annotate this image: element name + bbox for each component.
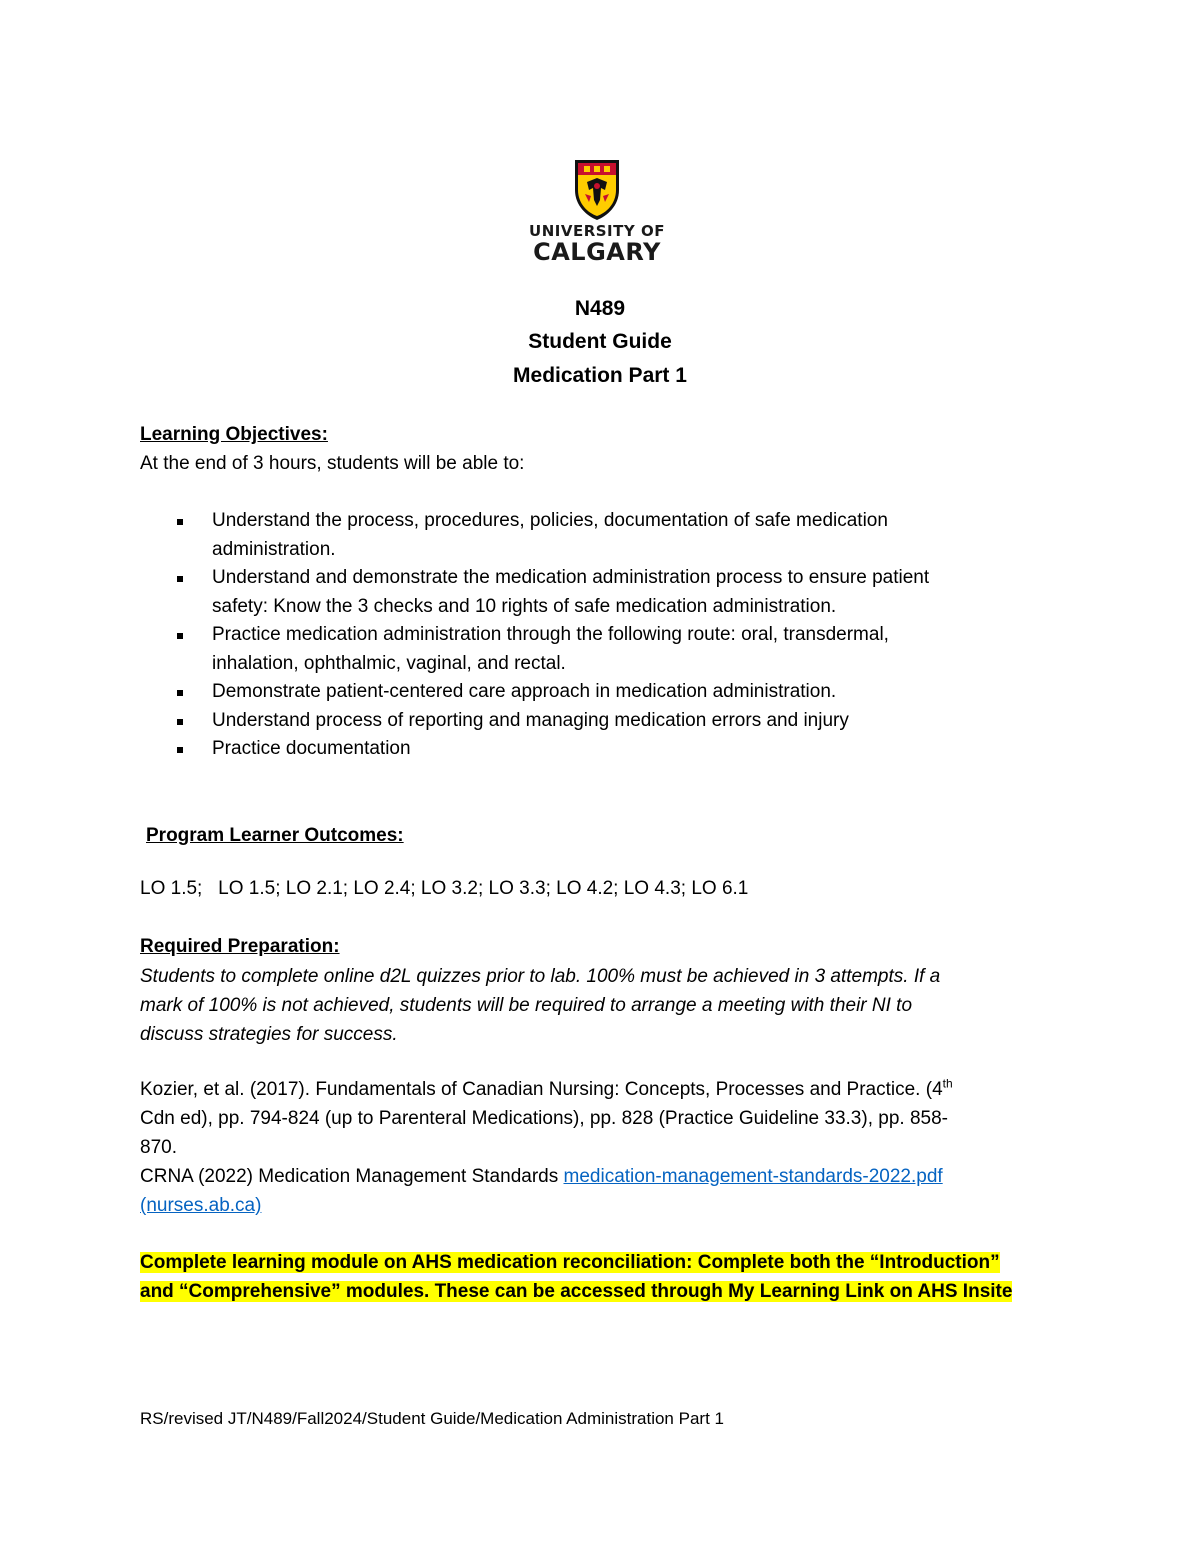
- list-item-text: Understand process of reporting and managing medication errors and injury: [212, 709, 849, 731]
- topic-title: Medication Part 1: [513, 364, 687, 387]
- preparation-note-line: Students to complete online d2L quizzes prior to lab. 100% must be achieved in 3 attempts. If a: [140, 966, 941, 987]
- bullet-square-icon: [177, 690, 183, 696]
- list-item: [140, 621, 1060, 678]
- kozier-reference-line: Cdn ed), pp. 794-824 (up to Parenteral Medications), pp. 828 (Practice Guideline 33.3), pp. 858-: [140, 1108, 948, 1129]
- bullet-square-icon: [177, 747, 183, 753]
- university-logo: [527, 156, 667, 266]
- bullet-square-icon: [177, 633, 183, 639]
- bullet-square-icon: [177, 519, 183, 525]
- guide-title: Student Guide: [528, 330, 672, 353]
- course-code: N489: [574, 297, 626, 320]
- list-item-text: Practice documentation: [212, 738, 411, 759]
- list-item: [140, 735, 1060, 764]
- logo-line-calgary: CALGARY: [533, 238, 661, 266]
- kozier-reference-line: 870.: [140, 1137, 177, 1158]
- highlighted-instruction-line: [140, 1278, 1012, 1306]
- crna-reference-line: [140, 1163, 943, 1191]
- crna-standards-link-continued[interactable]: (nurses.ab.ca): [140, 1195, 262, 1216]
- preparation-note-line: discuss strategies for success.: [140, 1024, 398, 1045]
- list-item: [140, 564, 1060, 621]
- university-crest-icon: [527, 156, 667, 222]
- learning-objectives-intro: At the end of 3 hours, students will be able to:: [140, 453, 525, 474]
- crna-reference-line: [140, 1192, 261, 1220]
- list-item: [140, 678, 1060, 707]
- learning-objectives-heading: Learning Objectives:: [140, 424, 328, 445]
- list-item-text: Understand the process, procedures, policies, documentation of safe medication administration.: [212, 510, 888, 560]
- kozier-reference-line: [140, 1076, 953, 1104]
- crna-standards-link[interactable]: medication-management-standards-2022.pdf: [563, 1166, 943, 1187]
- list-item: [140, 707, 1060, 736]
- highlighted-text: Complete learning module on AHS medication reconciliation: Complete both the “Introduction”: [140, 1252, 1000, 1273]
- learning-objectives-list: [140, 507, 1060, 764]
- kozier-text: Kozier, et al. (2017). Fundamentals of Canadian Nursing: Concepts, Processes and Practice. (4: [140, 1079, 943, 1100]
- list-item-text: Practice medication administration through the following route: oral, transdermal, inhalation, ophthalmic, vaginal, and rectal.: [212, 624, 889, 674]
- bullet-square-icon: [177, 719, 183, 725]
- list-item-text: Understand and demonstrate the medication administration process to ensure patient safety: Know the 3 checks and 10 rights of safe medication administration.: [212, 567, 930, 617]
- crna-text: CRNA (2022) Medication Management Standards: [140, 1166, 564, 1187]
- kozier-superscript: th: [942, 1076, 953, 1091]
- list-item-text: Demonstrate patient-centered care approach in medication administration.: [212, 681, 837, 702]
- preparation-note-line: mark of 100% is not achieved, students will be required to arrange a meeting with their NI to: [140, 995, 913, 1016]
- logo-line-university-of: UNIVERSITY OF: [529, 222, 665, 240]
- bullet-square-icon: [177, 576, 183, 582]
- required-preparation-heading: Required Preparation:: [140, 936, 340, 957]
- program-outcomes-list: LO 1.5; LO 1.5; LO 2.1; LO 2.4; LO 3.2; LO 3.3; LO 4.2; LO 4.3; LO 6.1: [140, 878, 749, 899]
- page-footer: RS/revised JT/N489/Fall2024/Student Guide/Medication Administration Part 1: [140, 1409, 724, 1428]
- program-outcomes-heading: Program Learner Outcomes:: [146, 825, 404, 846]
- list-item: [140, 507, 1060, 564]
- highlighted-text: and “Comprehensive” modules. These can be accessed through My Learning Link on AHS Insite: [140, 1281, 1013, 1302]
- highlighted-instruction-line: [140, 1249, 1000, 1277]
